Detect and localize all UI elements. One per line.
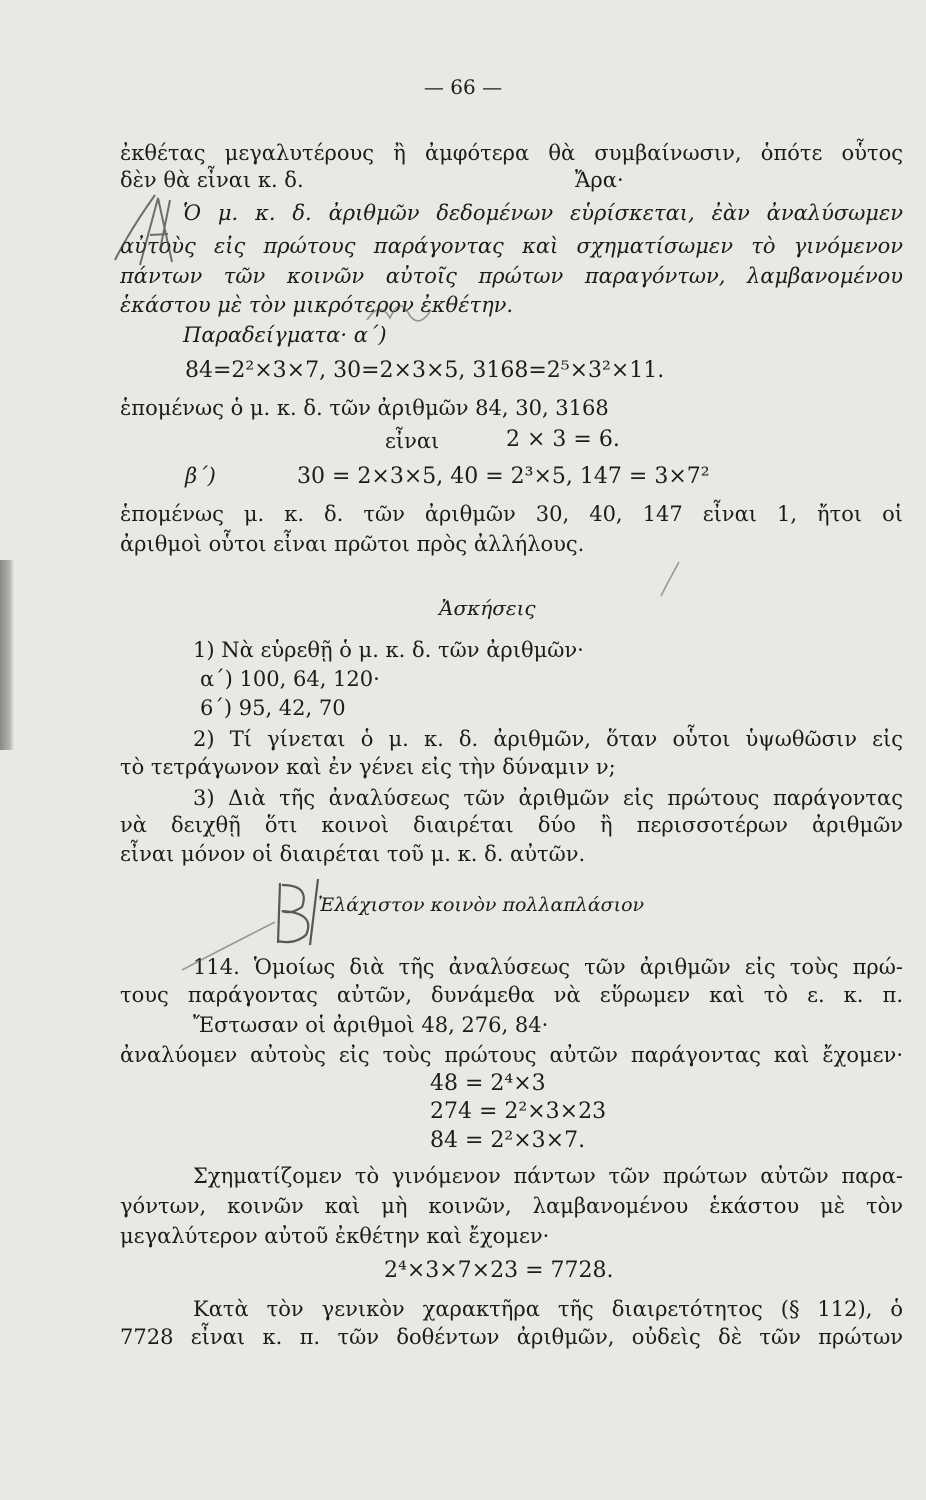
pencil-scribble (365, 290, 435, 330)
equation-line: 30 = 2×3×5, 40 = 2³×5, 147 = 3×7² (297, 464, 710, 489)
text-line: ἀριθμοὶ οὗτοι εἶναι πρῶτοι πρὸς ἀλλήλους. (120, 532, 585, 556)
equation-line: 48 = 2⁴×3 (430, 1071, 546, 1096)
exercises-heading: Ἀσκήσεις (439, 596, 536, 620)
rule-line: Ὁ μ. κ. δ. ἀριθμῶν δεδομένων εὑρίσκεται, ἐὰν ἀναλύσωμεν (183, 201, 903, 225)
text-line: εἶναι μόνον οἱ διαιρέται τοῦ μ. κ. δ. αὐτῶν. (120, 842, 586, 866)
text-line: ἀναλύομεν αὐτοὺς εἰς τοὺς πρώτους αὐτῶν παράγοντας καὶ ἔχομεν· (120, 1043, 903, 1067)
examples-heading: Παραδείγματα· α΄) (183, 323, 387, 347)
equation-line: 2 × 3 = 6. (506, 427, 620, 452)
rule-line: ἑκάστου μὲ τὸν μικρότερον ἐκθέτην. (120, 293, 514, 317)
exercise-item: 6΄) 95, 42, 70 (200, 696, 346, 720)
text-line: νὰ δειχθῇ ὅτι κοινοὶ διαιρέται δύο ἢ περισσοτέρων ἀριθμῶν (120, 813, 903, 837)
text-line: εἶναι (385, 429, 440, 453)
text-line: μεγαλύτερον αὐτοῦ ἐκθέτην καὶ ἔχομεν· (120, 1224, 550, 1248)
equation-line: 274 = 2²×3×23 (430, 1099, 607, 1124)
pencil-tick (655, 560, 685, 600)
exercise-item: α΄) 100, 64, 120· (200, 667, 380, 691)
text-line: τὸ τετράγωνον καὶ ἐν γένει εἰς τὴν δύναμιν ν; (120, 755, 616, 779)
text-line: 7728 εἶναι κ. π. τῶν δοθέντων ἀριθμῶν, οὐδεὶς δὲ τῶν πρώτων (120, 1325, 903, 1349)
text-line: Ἔστωσαν οἱ ἀριθμοὶ 48, 276, 84· (193, 1013, 549, 1037)
section-heading: Ἐλάχιστον κοινὸν πολλαπλάσιον (318, 894, 645, 916)
equation-line: 84=2²×3×7, 30=2×3×5, 3168=2⁵×3²×11. (185, 358, 665, 383)
equation-line: 84 = 2²×3×7. (430, 1128, 586, 1153)
exercise-item: 3) Διὰ τῆς ἀναλύσεως τῶν ἀριθμῶν εἰς πρώτους παράγοντας (193, 786, 903, 810)
text-line: ἑπομένως μ. κ. δ. τῶν ἀριθμῶν 30, 40, 147 εἶναι 1, ἤτοι οἱ (120, 502, 903, 526)
example-label: β΄) (185, 464, 216, 488)
binding-shadow (0, 560, 14, 750)
text-line: Ἄρα· (575, 168, 624, 192)
paragraph-line: Σχηματίζομεν τὸ γινόμενον πάντων τῶν πρώτων αὐτῶν παρα- (193, 1164, 903, 1188)
text-line: τους παράγοντας αὐτῶν, δυνάμεθα νὰ εὕρωμεν καὶ τὸ ε. κ. π. (120, 983, 903, 1007)
text-line: ἑπομένως ὁ μ. κ. δ. τῶν ἀριθμῶν 84, 30, 3168 (120, 396, 609, 420)
paragraph-line: 114. Ὁμοίως διὰ τῆς ἀναλύσεως τῶν ἀριθμῶν εἰς τοὺς πρώ- (193, 955, 903, 979)
exercise-item: 2) Τί γίνεται ὁ μ. κ. δ. ἀριθμῶν, ὅταν οὗτοι ὑψωθῶσιν εἰς (193, 727, 903, 751)
exercise-item: 1) Νὰ εὑρεθῇ ὁ μ. κ. δ. τῶν ἀριθμῶν· (193, 638, 584, 662)
pencil-mark-a (110, 190, 200, 270)
pencil-arrow (180, 920, 280, 980)
equation-line: 2⁴×3×7×23 = 7728. (384, 1258, 614, 1283)
text-line: γόντων, κοινῶν καὶ μὴ κοινῶν, λαμβανομένου ἑκάστου μὲ τὸν (120, 1194, 903, 1218)
paragraph-line: Κατὰ τὸν γενικὸν χαρακτῆρα τῆς διαιρετότητος (§ 112), ὁ (193, 1297, 903, 1321)
rule-line: πάντων τῶν κοινῶν αὐτοῖς πρώτων παραγόντων, λαμβανομένου (120, 264, 903, 288)
text-line: ἐκθέτας μεγαλυτέρους ἢ ἀμφότερα θὰ συμβαίνωσιν, ὁπότε οὗτος (120, 141, 903, 165)
page-number: — 66 — (423, 75, 503, 99)
rule-line: αὐτοὺς εἰς πρώτους παράγοντας καὶ σχηματίσωμεν τὸ γινόμενον (120, 234, 903, 258)
text-line: δὲν θὰ εἶναι κ. δ. (120, 168, 304, 192)
